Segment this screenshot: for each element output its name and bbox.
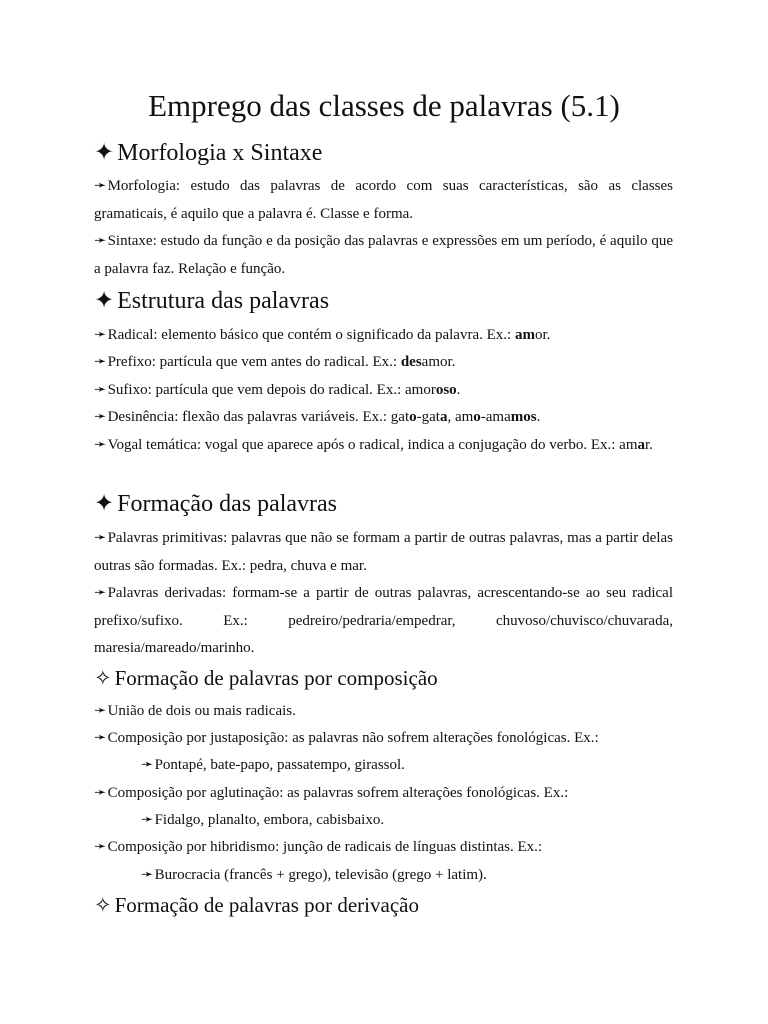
item-sufixo: ➛Sufixo: partícula que vem depois do radical. Ex.: amoroso. bbox=[94, 382, 461, 398]
heading-estrutura-palavras: ✦ Estrutura das palavras bbox=[94, 288, 330, 314]
arrow-bullet-icon: ➛ bbox=[141, 812, 154, 828]
arrow-bullet-icon: ➛ bbox=[94, 530, 107, 546]
arrow-bullet-icon: ➛ bbox=[94, 437, 107, 453]
heading-composicao: ✧ Formação de palavras por composição bbox=[94, 666, 438, 690]
star-bullet-icon: ✦ bbox=[94, 288, 115, 314]
arrow-bullet-icon: ➛ bbox=[141, 867, 154, 883]
paragraph-palavras-primitivas: ➛Palavras primitivas: palavras que não se formam a partir de outras palavras, mas a partir delas outras são formadas. Ex.: pedra, chuva e mar. bbox=[94, 530, 673, 574]
arrow-bullet-icon: ➛ bbox=[94, 785, 107, 801]
arrow-bullet-icon: ➛ bbox=[94, 409, 107, 425]
example-justaposicao: ➛Pontapé, bate-papo, passatempo, girassol. bbox=[141, 757, 405, 773]
item-desinencia: ➛Desinência: flexão das palavras variáveis. Ex.: gato-gata, amo-amamos. bbox=[94, 409, 541, 425]
arrow-bullet-icon: ➛ bbox=[94, 178, 107, 194]
example-hibridismo: ➛Burocracia (francês + grego), televisão (grego + latim). bbox=[141, 867, 487, 883]
item-justaposicao: ➛Composição por justaposição: as palavras não sofrem alterações fonológicas. Ex.: bbox=[94, 730, 599, 746]
arrow-bullet-icon: ➛ bbox=[94, 327, 107, 343]
paragraph-palavras-derivadas: ➛Palavras derivadas: formam-se a partir de outras palavras, acrescentando-se ao seu radical prefixo/sufixo. Ex.: pedreiro/pedraria/empedrar, chuvoso/chuvisco/chuvarada, maresia/mareado/marinho. bbox=[94, 585, 673, 656]
arrow-bullet-icon: ➛ bbox=[94, 354, 107, 370]
star-bullet-icon: ✦ bbox=[94, 140, 115, 166]
outline-star-bullet-icon: ✧ bbox=[94, 666, 112, 690]
arrow-bullet-icon: ➛ bbox=[94, 585, 107, 601]
item-hibridismo: ➛Composição por hibridismo: junção de radicais de línguas distintas. Ex.: bbox=[94, 839, 543, 855]
arrow-bullet-icon: ➛ bbox=[94, 382, 107, 398]
arrow-bullet-icon: ➛ bbox=[94, 233, 107, 249]
arrow-bullet-icon: ➛ bbox=[141, 757, 154, 773]
page-title: Emprego das classes de palavras (5.1) bbox=[148, 88, 620, 123]
heading-morfologia-sintaxe: ✦ Morfologia x Sintaxe bbox=[94, 140, 323, 166]
arrow-bullet-icon: ➛ bbox=[94, 839, 107, 855]
item-uniao-radicais: ➛União de dois ou mais radicais. bbox=[94, 703, 296, 719]
item-vogal-tematica: ➛Vogal temática: vogal que aparece após o radical, indica a conjugação do verbo. Ex.: amar. bbox=[94, 437, 653, 453]
paragraph-sintaxe: ➛Sintaxe: estudo da função e da posição das palavras e expressões em um período, é aquilo que a palavra faz. Relação e função. bbox=[94, 233, 673, 277]
outline-star-bullet-icon: ✧ bbox=[94, 893, 112, 917]
item-radical: ➛Radical: elemento básico que contém o significado da palavra. Ex.: amor. bbox=[94, 327, 551, 343]
item-aglutinacao: ➛Composição por aglutinação: as palavras sofrem alterações fonológicas. Ex.: bbox=[94, 785, 569, 801]
item-prefixo: ➛Prefixo: partícula que vem antes do radical. Ex.: desamor. bbox=[94, 354, 456, 370]
paragraph-morfologia: ➛Morfologia: estudo das palavras de acordo com suas características, são as classes gramaticais, é aquilo que a palavra é. Classe e forma. bbox=[94, 178, 673, 222]
arrow-bullet-icon: ➛ bbox=[94, 730, 107, 746]
arrow-bullet-icon: ➛ bbox=[94, 703, 107, 719]
example-aglutinacao: ➛Fidalgo, planalto, embora, cabisbaixo. bbox=[141, 812, 385, 828]
heading-derivacao: ✧ Formação de palavras por derivação bbox=[94, 893, 419, 917]
star-bullet-icon: ✦ bbox=[94, 491, 115, 517]
heading-formacao-palavras: ✦ Formação das palavras bbox=[94, 491, 338, 517]
